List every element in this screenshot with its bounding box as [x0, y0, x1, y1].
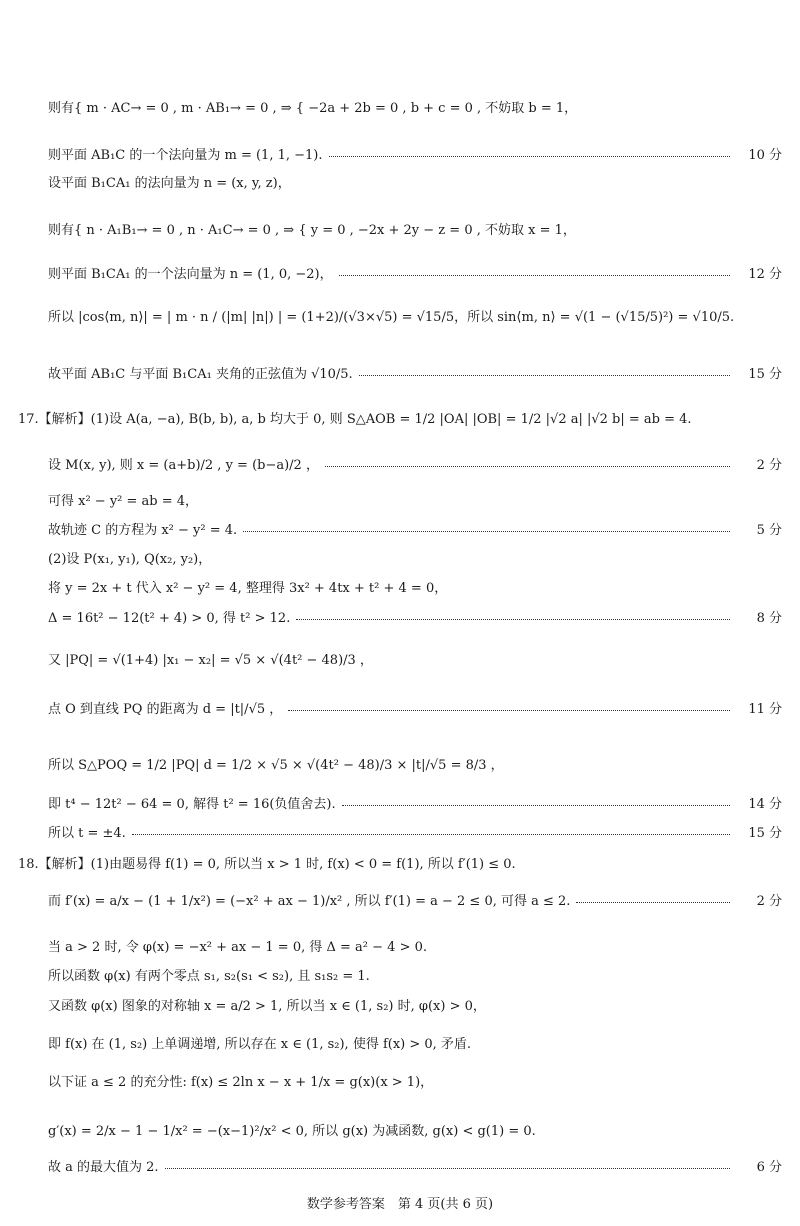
line-text: 设平面 B₁CA₁ 的法向量为 n = (x, y, z)， [48, 176, 291, 191]
text-line [0, 697, 800, 723]
leader-dots [165, 1168, 730, 1169]
text-line [0, 262, 800, 288]
score-label: 10 分 [748, 148, 782, 163]
line-text: 故平面 AB₁C 与平面 B₁CA₁ 夹角的正弦值为 √10/5. [48, 367, 353, 382]
line-text: 所以 |cos⟨m, n⟩| = | m · n / (|m| |n|) | = (1+2)/(√3×√5) = √15/5，所以 sin⟨m, n⟩ = √(1 − (√15/5)²) = √10/5. [48, 310, 735, 325]
score-label: 2 分 [756, 458, 782, 473]
line-text: 17.【解析】(1)设 A(a, −a), B(b, b), a, b 均大于 0, 则 S△AOB = 1/2 |OA| |OB| = 1/2 |√2 a| |√2 b| = ab = 4. [18, 412, 692, 427]
score-label: 2 分 [756, 894, 782, 909]
line-text: 又函数 φ(x) 图象的对称轴 x = a/2 > 1, 所以当 x ∈ (1, s₂) 时, φ(x) > 0， [48, 999, 486, 1014]
leader-dots [325, 466, 730, 467]
text-line [0, 1155, 800, 1181]
line-text: 则平面 B₁CA₁ 的一个法向量为 n = (1, 0, −2)， [48, 267, 333, 282]
text-line [0, 305, 800, 331]
text-line [0, 889, 800, 915]
text-line [0, 453, 800, 479]
line-text: 则有{ n · A₁B₁→ = 0 , n · A₁C→ = 0 , ⇒ { y = 0 , −2x + 2y − z = 0 , 不妨取 x = 1， [48, 223, 576, 238]
score-label: 6 分 [756, 1160, 782, 1175]
text-line [0, 994, 800, 1020]
line-text: 又 |PQ| = √(1+4) |x₁ − x₂| = √5 × √(4t² − 48)/3 ， [48, 653, 373, 668]
line-text: 所以 S△POQ = 1/2 |PQ| d = 1/2 × √5 × √(4t² − 48)/3 × |t|/√5 = 8/3 ， [48, 758, 504, 773]
line-text: Δ = 16t² − 12(t² + 4) > 0, 得 t² > 12. [48, 611, 291, 626]
line-text: 将 y = 2x + t 代入 x² − y² = 4, 整理得 3x² + 4tx + t² + 4 = 0， [48, 581, 448, 596]
text-line [0, 821, 800, 847]
leader-dots [296, 619, 730, 620]
line-text: (2)设 P(x₁, y₁), Q(x₂, y₂)， [48, 552, 212, 567]
line-text: 18.【解析】(1)由题易得 f(1) = 0, 所以当 x > 1 时, f(x) < 0 = f(1), 所以 f′(1) ≤ 0. [18, 857, 516, 872]
text-line [0, 964, 800, 990]
line-text: 所以 t = ±4. [48, 826, 126, 841]
text-line [0, 792, 800, 818]
line-text: 即 t⁴ − 12t² − 64 = 0, 解得 t² = 16(负值舍去). [48, 797, 336, 812]
text-line [0, 1032, 800, 1058]
leader-dots [359, 375, 730, 376]
text-line [0, 489, 800, 515]
line-text: 设 M(x, y), 则 x = (a+b)/2 , y = (b−a)/2 ， [48, 458, 319, 473]
line-text: 则有{ m · AC→ = 0 , m · AB₁→ = 0 , ⇒ { −2a + 2b = 0 , b + c = 0 , 不妨取 b = 1， [48, 101, 578, 116]
line-text: g′(x) = 2/x − 1 − 1/x² = −(x−1)²/x² < 0, 所以 g(x) 为减函数, g(x) < g(1) = 0. [48, 1124, 536, 1139]
text-line [0, 518, 800, 544]
text-line [0, 935, 800, 961]
score-label: 11 分 [748, 702, 782, 717]
score-label: 12 分 [748, 267, 782, 282]
leader-dots [342, 805, 730, 806]
leader-dots [576, 902, 730, 903]
text-line [0, 1070, 800, 1096]
page-footer: 数学参考答案 第 4 页(共 6 页) [306, 1197, 494, 1212]
score-label: 8 分 [756, 611, 782, 626]
line-text: 所以函数 φ(x) 有两个零点 s₁, s₂(s₁ < s₂), 且 s₁s₂ = 1. [48, 969, 370, 984]
text-line [0, 648, 800, 674]
line-text: 以下证 a ≤ 2 的充分性: f(x) ≤ 2ln x − x + 1/x = g(x)(x > 1)， [48, 1075, 434, 1090]
text-line [0, 407, 800, 433]
line-text: 故轨迹 C 的方程为 x² − y² = 4. [48, 523, 238, 538]
score-label: 15 分 [748, 826, 782, 841]
leader-dots [288, 710, 730, 711]
line-text: 则平面 AB₁C 的一个法向量为 m = (1, 1, −1). [48, 148, 323, 163]
text-line [0, 218, 800, 244]
score-label: 15 分 [748, 367, 782, 382]
score-label: 14 分 [748, 797, 782, 812]
text-line [0, 852, 800, 878]
text-line [0, 171, 800, 197]
text-line [0, 576, 800, 602]
leader-dots [339, 275, 730, 276]
text-line [0, 362, 800, 388]
leader-dots [243, 531, 730, 532]
text-line [0, 96, 800, 122]
leader-dots [329, 156, 730, 157]
text-line [0, 753, 800, 779]
line-text: 即 f(x) 在 (1, s₂) 上单调递增, 所以存在 x ∈ (1, s₂), 使得 f(x) > 0, 矛盾. [48, 1037, 472, 1052]
text-line [0, 606, 800, 632]
score-label: 5 分 [756, 523, 782, 538]
text-line [0, 547, 800, 573]
line-text: 而 f′(x) = a/x − (1 + 1/x²) = (−x² + ax − 1)/x² , 所以 f′(1) = a − 2 ≤ 0, 可得 a ≤ 2. [48, 894, 571, 909]
text-line [0, 143, 800, 169]
line-text: 点 O 到直线 PQ 的距离为 d = |t|/√5 ， [48, 702, 283, 717]
line-text: 当 a > 2 时, 令 φ(x) = −x² + ax − 1 = 0, 得 Δ = a² − 4 > 0. [48, 940, 427, 955]
text-line [0, 1119, 800, 1145]
line-text: 故 a 的最大值为 2. [48, 1160, 159, 1175]
leader-dots [132, 834, 730, 835]
line-text: 可得 x² − y² = ab = 4， [48, 494, 199, 509]
